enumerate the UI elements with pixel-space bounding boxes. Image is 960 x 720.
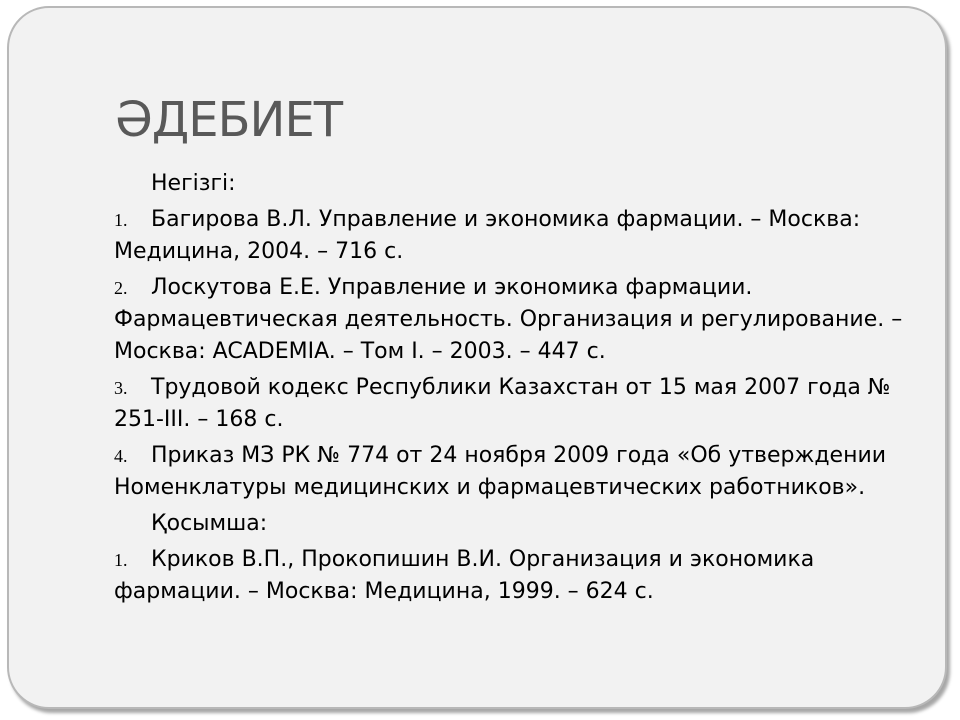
slide-frame (7, 6, 947, 709)
reference-number: 1. (114, 210, 128, 230)
reference-text: Криков В.П., Прокопишин В.И. Организация и экономика фармации. – Москва: Медицина, 1999. – 624 с. (114, 547, 815, 604)
reference-text: Багирова В.Л. Управление и экономика фармации. – Москва: Медицина, 2004. – 716 с. (114, 207, 861, 264)
reference-number: 2. (114, 278, 128, 298)
reference-text: Приказ МЗ РК № 774 от 24 ноября 2009 года «Об утверждении Номенклатуры медицинских и фармацевтических работников». (114, 443, 887, 500)
reference-item (114, 372, 914, 436)
reference-item (114, 544, 914, 608)
section-heading-additional: Қосымша: (151, 511, 268, 536)
reference-number: 3. (114, 378, 128, 398)
section-heading-main: Негізгі: (151, 171, 236, 196)
slide-title: ӘДЕБИЕТ (115, 92, 343, 148)
slide-body (114, 168, 914, 612)
reference-number: 4. (114, 446, 128, 466)
reference-text: Лоскутова Е.Е. Управление и экономика фармации. Фармацевтическая деятельность. Организация и регулирование. – Москва: ACADEMIA. – Том I. – 2003. – 447 с. (114, 275, 903, 364)
reference-item (114, 272, 914, 368)
reference-number: 1. (114, 550, 128, 570)
reference-item (114, 440, 914, 504)
reference-text: Трудовой кодекс Республики Казахстан от 15 мая 2007 года № 251-III. – 168 с. (114, 375, 891, 432)
reference-item (114, 204, 914, 268)
